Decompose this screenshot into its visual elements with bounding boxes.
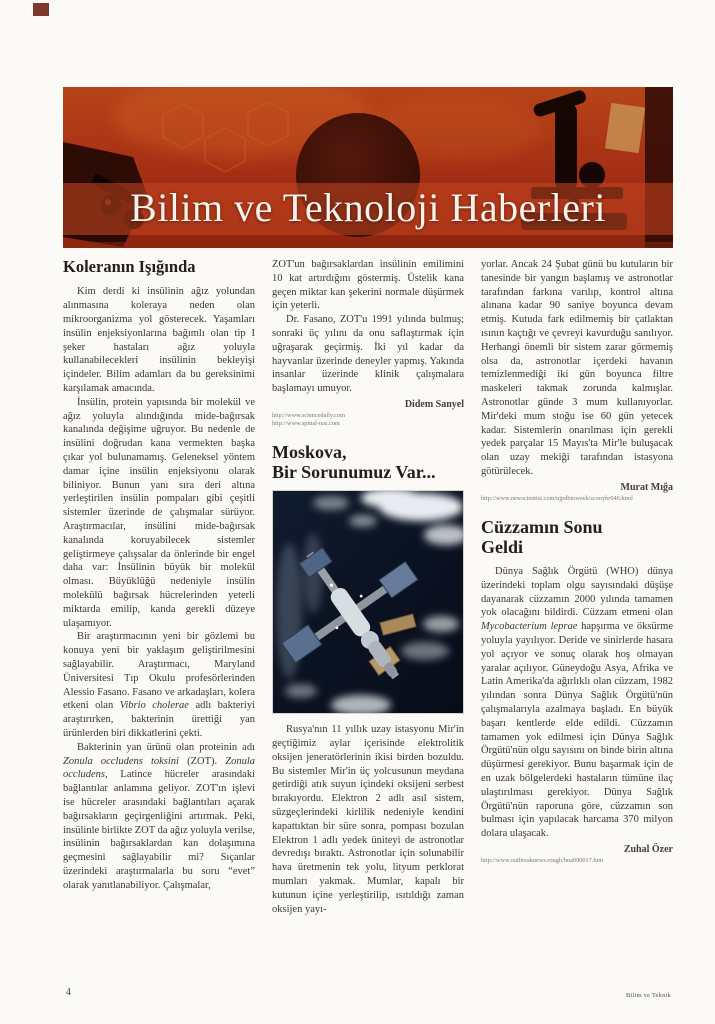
article-paragraph: Bir araştırmacının yeni bir gözlemi bu konuya yeni bir yaklaşım geliştirilmesini sağlayabilir. Araştırmacı, Maryland Üniversitesi Tıp Okulu profesörlerinden Alessio Fasano. Fasano ve arkadaşları, kolera etkeni olan Vibrio cholerae adlı bakteriyi araştırırken, bakterinin ürettiği yan ürünlerden biri dikkatlerini çekti.	[63, 631, 255, 739]
author-byline: Didem Sanyel	[404, 398, 464, 410]
source-url: http://www.spmal-nas.com	[272, 419, 340, 427]
article-paragraph: İnsülin, protein yapısında bir molekül ve ağız yoluyla alındığında mide-bağırsak kanalında değişime uğruyor. Bu nedenle de insülini doğrudan kana vermekten başka çıkar yol bulunamamış. Geleneksel yöntem damar içine insülin enjeksiyonu olarak biliniyor. Bunun yanı sıra deri altına yerleştirilen insülin pompaları gibi çeşitli sistemler üzerinde de çalışmalar sürüyor. Araştırmacılar, insülini mide-bağırsak kanalında koruyabilecek sistemler geliştirmeye çalışsalar da önlerinde bir engel daha var: İnsülinin büyük bir molekül olması. Büyüklüğü nedeniyle insülin molekülü bağırsak hücrelerinden yeterli miktarda emilip, kanda gerekli düzeye ulaşamıyor.	[63, 396, 255, 629]
article-paragraph: Bakterinin yan ürünü olan proteinin adı Zonula occludens toksini (ZOT). Zonula occludens, Latince hücreler arasındaki bağlantılar anlamına geliyor. ZOT'ın işlevi ise hücreler arasındaki bağlantıları açarak bağırsakların geçirgenliğini artırmak. Peki, insülinle birlikte ZOT da ağız yoluyla verilse, insülinin bağırsaklardan kan dolaşımına geçmesini sağlayabilir mi? Sıçanlar üzerindeki araştırmalarla bu soru “evet” olarak yanıtlanabiliyor. Çalışmalar,	[63, 741, 255, 891]
article-paragraph: Rusya'nın 11 yıllık uzay istasyonu Mir'in geçtiğimiz aylar içerisinde elektrolitik oksijen jeneratörlerinin ikisi birden bozuldu. Bu sistemler Mir'in üç yolcusunun meydana getirdiği atık suyun içindeki oksijeni serbest bırakıyordu. Elektron 2 adlı asıl sistem, süzgeçlerindeki kirlilik nedeniyle kendini kapattıktan bir süre sonra, pompası bozulan Elektron 1 adlı yedek üniteyi de astronotlar devredışı bıraktı. Astronotlar için solunabilir hava üretmenin tek yolu, lityum perklorat mumları yakmak. Mumlar, kapalı bir kutunun içine yerleştirilip, ısıtıldığı zaman oksijen yayı-	[272, 724, 464, 915]
mir-photo	[272, 490, 464, 714]
article-paragraph: Dr. Fasano, ZOT'u 1991 yılında bulmuş; sonraki üç yılını da onu saflaştırmak için uğraşarak geçirmiş. İki yıl kadar da hayvanlar üzerinde deneyler yapmış. Yakında insanlar üzerinde klinik çalışmalara başlamayı umuyor.	[272, 314, 464, 395]
article-heading: Koleranın Işığında	[63, 258, 196, 276]
source-url: http://www.newscientist.com/njpdbtoweek/scooybr046.html	[481, 494, 633, 502]
article-heading: Moskova, Bir Sorunumuz Var...	[272, 441, 436, 483]
magazine-name: Bilim ve Teknik	[625, 992, 671, 999]
article-paragraph: yorlar. Ancak 24 Şubat günü bu kutuların bir tanesinde bir yangın başlamış ve astronotlar tarafından farkına varılıp, kontrol altına alınana kadar 90 saniye boyunca devam etmiş. Kutuda fark edilmemiş bir çatlaktan ısının kaçtığı ve çevreyi kavurduğu sanılıyor. Herhangi önemli bir sistem zarar görmemiş olsa da, astronotlar içerdeki havanın temizlenmediği iki gün boyunca filtre maskeleri takmak zorunda kalmışlar. Astronotlar günde 3 mum kullanıyorlar. Mir'deki mum stoğu ise 60 gün yetecek kadar. Sistemlerin onarılması için gerekli yedek parçalar 15 Mayıs'ta Mir'le buluşacak olan uzay mekiği tarafından istasyona götürülecek.	[481, 259, 673, 477]
tan-patch	[605, 103, 645, 153]
author-byline: Zuhal Özer	[623, 844, 673, 855]
page-title: Bilim ve Teknoloji Haberleri	[130, 185, 606, 230]
column-3	[481, 258, 673, 1006]
source-url: http://www.sciencedaily.com	[272, 411, 345, 419]
article-paragraph: Kim derdi ki insülinin ağız yolundan alınmasına koleraya neden olan mikroorganizma yol gösterecek. Yaşamları insülin enjeksiyonlarına bağımlı olan tip I şeker hastaları ağız yoluyla kullanabilecekleri insülinin bekleyişi içindeler. Bilim adamları da bu gereksinimi karşılamak amacında.	[63, 286, 255, 395]
column-2	[272, 258, 464, 1006]
author-byline: Murat Mığa	[620, 481, 673, 493]
article-heading: Cüzzamın Sonu Geldi	[481, 516, 603, 557]
header-image	[63, 87, 673, 248]
scan-artifact	[33, 3, 49, 16]
article-paragraph: Dünya Sağlık Örgütü (WHO) dünya üzerindeki toplam olgu sayısındaki düşüşe dayanarak cüzzamın 2000 yılında tamamen yok olacağını bildirdi. Cüzzam etmeni olan Mycobacterium leprae hapşırma ve öksürme yoluyla yayılıyor. Deride ve sinirlerde hasara yol açıyor ve sonuç olarak hoş olmayan yaralar açılıyor. Güneydoğu Asya, Afrika ve Latin Amerika'da ağırlıklı olan cüzzam, 1982 yılından sonra Dünya Sağlık Örgütü'nün çalışmalarıyla azalmaya başladı. En büyük başarı kentlerde elde edildi. Cüzzamın tamamen yok edilmesi için Dünya Sağlık Örgütü'nün olgu sayısını on binde birin altına düşürmesi gerekiyor. Bunu başarmak için de en uzak bölgelerdeki hastaların tümüne ilaç ulaştırılması gerekiyor. Dünya Sağlık Örgütü'nün raporuna göre, cüzzamın son bulması için yapılacak harcama 370 milyon dolara ulaşacak.	[481, 566, 673, 840]
page-number: 4	[66, 987, 71, 998]
article-columns	[63, 258, 673, 1006]
column-1	[63, 258, 255, 1006]
source-url: http://www.outbreaknews.rough/bna090017.htm	[481, 857, 604, 864]
article-paragraph: ZOT'un bağırsaklardan insülinin emilimini 10 kat artırdığını göstermiş. Üstelik kana geçen miktar kan şekerini normale düşürmek için yeterli.	[272, 259, 464, 312]
